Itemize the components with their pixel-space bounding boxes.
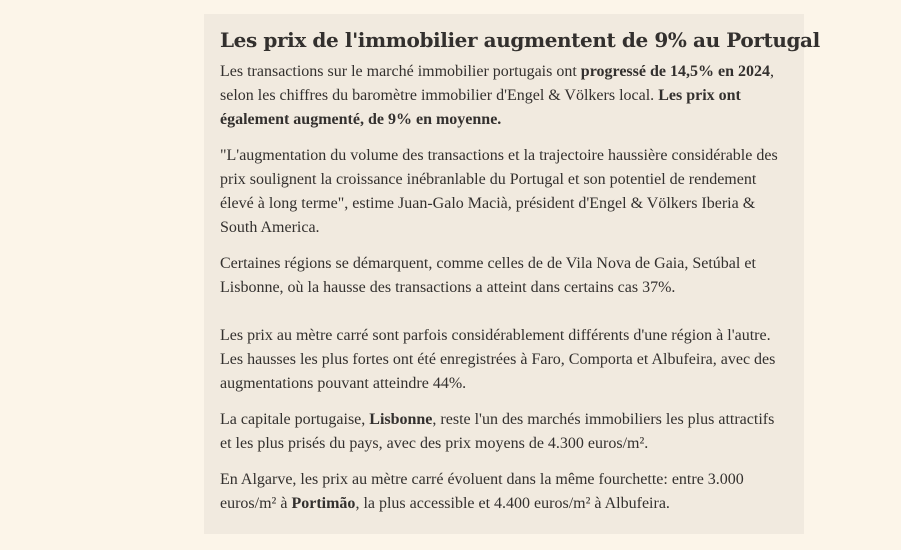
- intro-text-1: Les transactions sur le marché immobilier portugais ont: [220, 63, 581, 80]
- paragraph-quote: "L'augmentation du volume des transactions et la trajectoire haussière considérable des prix soulignent la croissance inébranlable du Portugal et son potentiel de rendement élevé à long terme", estime Juan-Galo Macià, président d'Engel & Völkers Iberia & South America.: [220, 147, 778, 236]
- paragraph-intro: [220, 60, 788, 132]
- article-card: [204, 14, 820, 534]
- algarve-text-1: En Algarve, les prix au mètre carré évoluent dans la même fourchette: entre 3.000 euros/m² à: [220, 471, 744, 512]
- lisbon-text-2: , reste l'un des marchés immobiliers les plus attractifs et les plus prisés du pays, avec des prix moyens de 4.300 euros/m².: [220, 411, 775, 452]
- intro-bold-prices: Les prix ont également augmenté, de 9% en moyenne.: [220, 87, 741, 128]
- intro-text-2: , selon les chiffres du baromètre immobilier d'Engel & Völkers local.: [220, 63, 774, 104]
- paragraph-regions: Certaines régions se démarquent, comme celles de de Vila Nova de Gaia, Setúbal et Lisbonne, où la hausse des transactions a atteint dans certains cas 37%.: [220, 255, 756, 296]
- algarve-text-2: , la plus accessible et 4.400 euros/m² à Albufeira.: [355, 495, 670, 512]
- portimao-bold: Portimão: [291, 495, 356, 512]
- paragraph-algarve: [220, 468, 788, 516]
- lisbon-bold: Lisbonne: [369, 411, 433, 428]
- intro-bold-growth: progressé de 14,5% en 2024: [580, 63, 770, 80]
- article-title: Les prix de l'immobilier augmentent de 9% au Portugal: [220, 28, 820, 52]
- paragraph-price-differences: Les prix au mètre carré sont parfois considérablement différents d'une région à l'autre. Les hausses les plus fortes ont été enregistrées à Faro, Comporta et Albufeira, avec des augmentations pouvant atteindre 44%.: [220, 327, 776, 392]
- lisbon-text-1: La capitale portugaise,: [220, 411, 370, 428]
- paragraph-lisbon: [220, 408, 788, 456]
